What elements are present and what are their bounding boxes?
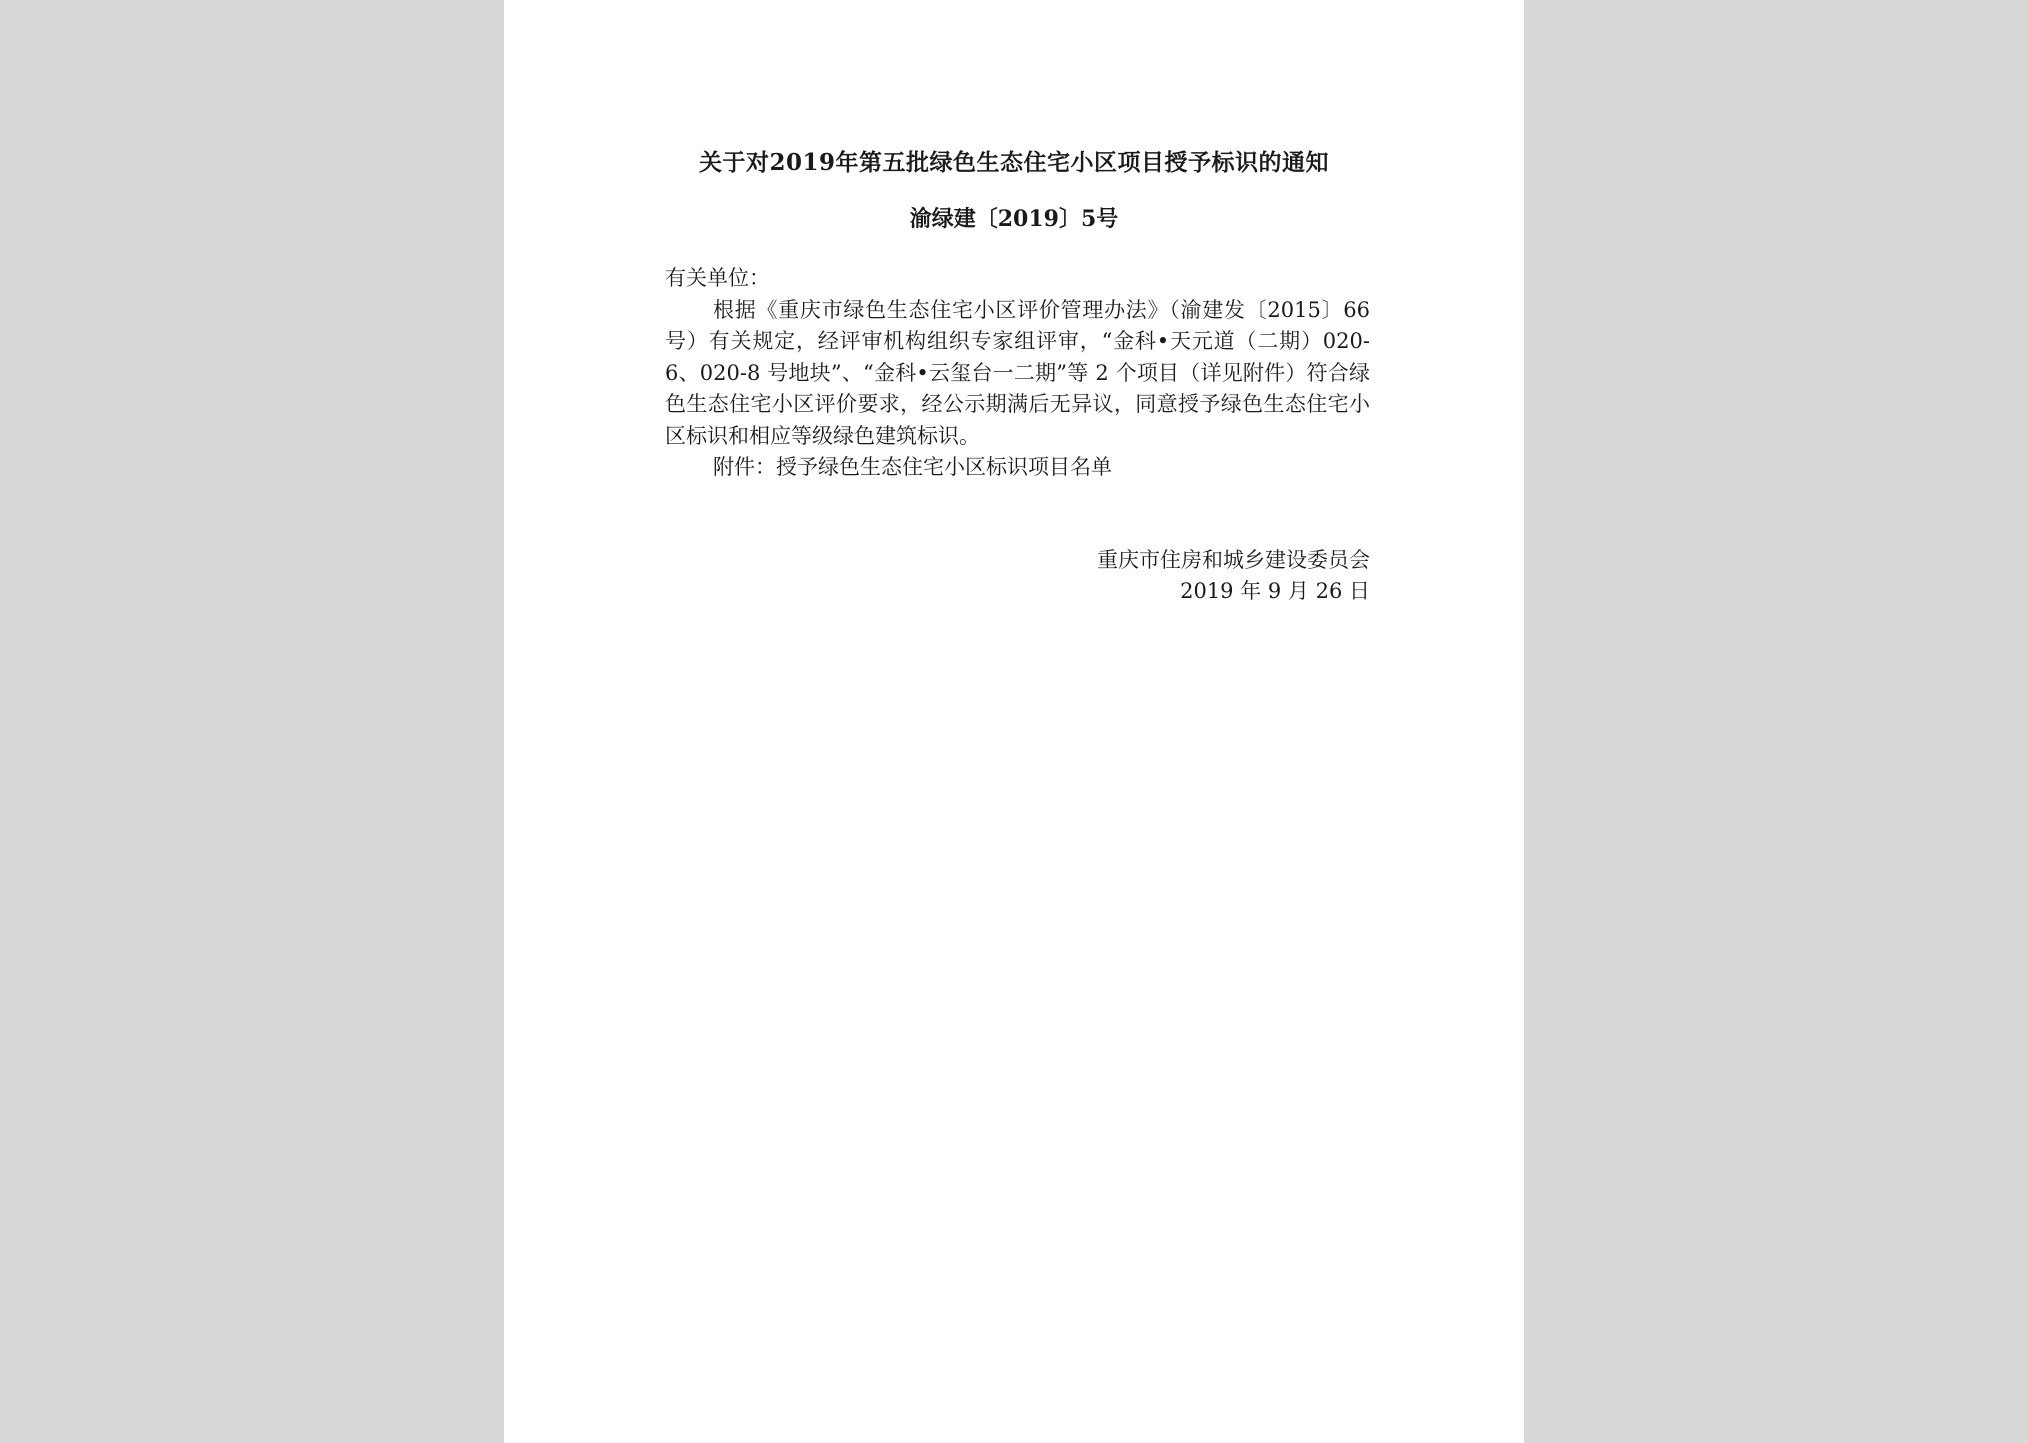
document-title: 关于对2019年第五批绿色生态住宅小区项目授予标识的通知 bbox=[698, 149, 1329, 176]
main-paragraph: 根据《重庆市绿色生态住宅小区评价管理办法》（渝建发〔2015〕66 号）有关规定，经评审机构组织专家组评审，“金科•天元道（二期）020-6、020-8 号地块”、“金科•云玺台一二期”等 2 个项目（详见附件）符合绿色生态住宅小区评价要求，经公示期满后无异议，同意授予绿色生态住宅小区标识和相应等级绿色建筑标识。 bbox=[665, 297, 1370, 448]
document-body bbox=[665, 263, 1370, 484]
issuer-name: 重庆市住房和城乡建设委员会 bbox=[1097, 548, 1370, 572]
document-number: 渝绿建〔2019〕5号 bbox=[909, 206, 1119, 232]
attachment-line: 附件：授予绿色生态住宅小区标识项目名单 bbox=[713, 455, 1112, 479]
issue-date: 2019 年 9 月 26 日 bbox=[1180, 579, 1370, 603]
document-page bbox=[504, 0, 1524, 1443]
signature-block bbox=[1008, 545, 1370, 607]
salutation: 有关单位： bbox=[665, 266, 770, 290]
